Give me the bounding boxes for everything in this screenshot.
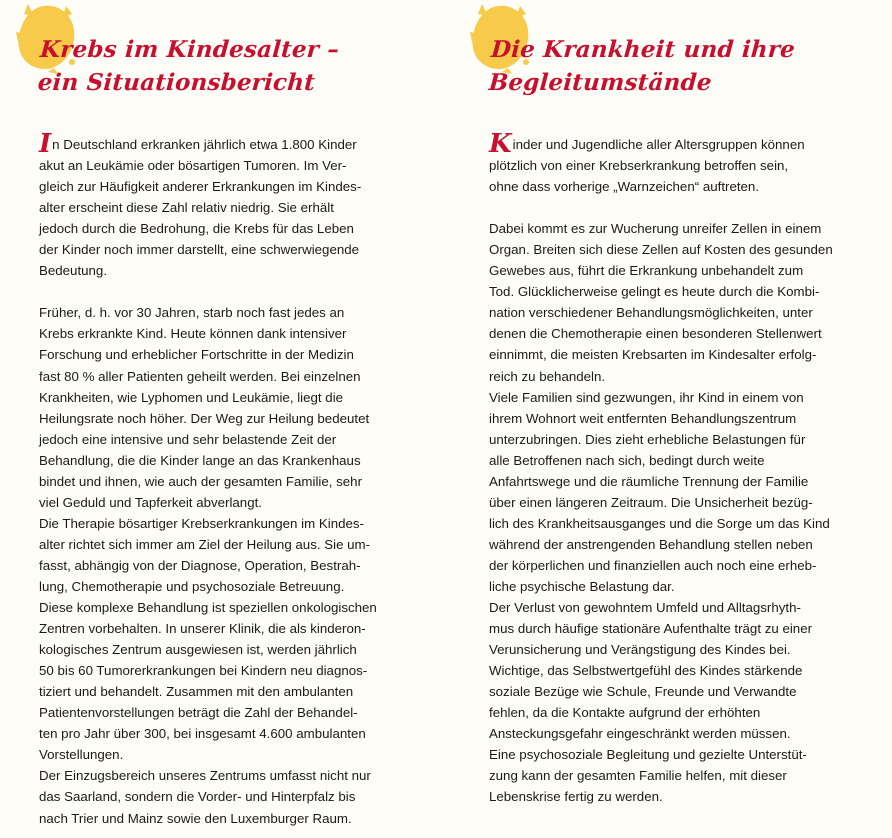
paragraph [39, 129, 419, 281]
text-line: mus durch häufige stationäre Aufenthalte trägt zu einer [489, 621, 813, 637]
text-line: bindet und ihnen, wie auch der gesamten Familie, sehr [39, 473, 363, 489]
heading-line: Begleitumstände [487, 69, 713, 96]
text-line: unterzubringen. Dies zieht erhebliche Belastungen für [489, 431, 806, 447]
text-line: einnimmt, die meisten Krebsarten im Kindesalter erfolg- [489, 347, 817, 363]
text-line: gleich zur Häufigkeit anderer Erkrankungen im Kindes- [39, 179, 362, 195]
text-line: jedoch durch die Bedrohung, die Krebs für das Leben [39, 221, 354, 237]
text-line: das Saarland, sondern die Vorder- und Hinterpfalz bis [39, 789, 356, 805]
text-line: 50 bis 60 Tumorerkrankungen bei Kindern neu diagnos- [39, 663, 368, 679]
text-line [489, 129, 889, 159]
text-line: Eine psychosoziale Begleitung und gezielte Unterstüt- [489, 747, 807, 763]
paragraph [39, 302, 419, 512]
left-body-text [39, 129, 419, 829]
text-line: nach Trier und Mainz sowie den Luxemburger Raum. [39, 810, 352, 826]
paragraph [489, 744, 889, 807]
text-line [39, 129, 419, 159]
text-line: tiziert und behandelt. Zusammen mit den ambulanten [39, 684, 354, 700]
text-line: Die Therapie bösartiger Krebserkrankungen im Kindes- [39, 515, 364, 531]
text-line: denen die Chemotherapie einen besonderen Stellenwert [489, 326, 822, 342]
text-line: Diese komplexe Behandlung ist speziellen onkologischen [39, 600, 377, 616]
text-line: Früher, d. h. vor 30 Jahren, starb noch fast jedes an [39, 305, 345, 321]
text-line: Forschung und erheblicher Fortschritte in der Medizin [39, 347, 354, 363]
text-line: akut an Leukämie oder bösartigen Tumoren. Im Ver- [39, 158, 347, 174]
right-heading [488, 33, 796, 99]
text-line: Bedeutung. [39, 263, 108, 279]
heading-line: Die Krankheit und ihre [490, 36, 796, 63]
text-line: der körperlichen und finanziellen auch noch eine erheb- [489, 557, 817, 573]
text-line: lich des Krankheitsausganges und die Sorge um das Kind [489, 515, 830, 531]
paragraph [489, 387, 889, 597]
text-line: Anfahrtswege und die räumliche Trennung der Familie [489, 473, 809, 489]
text-line: während der anstrengenden Behandlung stellen neben [489, 536, 813, 552]
text-line: Lebenskrise fertig zu werden. [489, 789, 663, 805]
text-line: Gewebes aus, führt die Erkrankung unbehandelt zum [489, 263, 804, 279]
paragraph [489, 597, 889, 744]
text-line: liche psychische Belastung dar. [489, 578, 675, 594]
text-line: ihrem Wohnort weit entfernten Behandlungszentrum [489, 410, 797, 426]
text-line: Vorstellungen. [39, 747, 124, 763]
heading-line: Krebs im Kindesalter – [39, 36, 341, 63]
text-line: nation verschiedener Behandlungsmöglichkeiten, unter [489, 305, 813, 321]
text-line: jedoch eine intensive und sehr belastende Zeit der [39, 431, 337, 447]
heading-line: ein Situationsbericht [36, 69, 316, 96]
left-column [0, 0, 440, 838]
text-line: Tod. Glücklicherweise gelingt es heute durch die Kombi- [489, 284, 820, 300]
drop-cap: I [39, 129, 52, 159]
text-line: kologisches Zentrum ausgewiesen ist, werden jährlich [39, 642, 357, 658]
right-column [448, 0, 892, 838]
text-line: Krankheiten, wie Lyphomen und Leukämie, liegt die [39, 389, 344, 405]
text-line: Organ. Breiten sich diese Zellen auf Kosten des gesunden [489, 242, 833, 258]
paragraph [489, 129, 889, 197]
text-line: Wichtige, das Selbstwertgefühl des Kindes stärkende [489, 663, 803, 679]
text-line: Krebs erkrankte Kind. Heute können dank intensiver [39, 326, 347, 342]
text-line: viel Geduld und Tapferkeit abverlangt. [39, 494, 262, 510]
text-line: alter richtet sich immer am Ziel der Heilung aus. Sie um- [39, 536, 371, 552]
text-line: Patientenvorstellungen beträgt die Zahl der Behandel- [39, 705, 358, 721]
text-line: plötzlich von einer Krebserkrankung betroffen sein, [489, 158, 789, 174]
text-line: Verunsicherung und Verängstigung des Kindes bei. [489, 642, 791, 658]
text-line: fast 80 % aller Patienten geheilt werden. Bei einzelnen [39, 368, 361, 384]
text-line: Der Einzugsbereich unseres Zentrums umfasst nicht nur [39, 768, 371, 784]
text-line: der Kinder noch immer darstellt, eine schwerwiegende [39, 242, 360, 258]
text-line: fehlen, da die Kontakte aufgrund der erhöhten [489, 705, 761, 721]
left-heading [37, 33, 341, 99]
text-line: über einen längeren Zeitraum. Die Unsicherheit bezüg- [489, 494, 813, 510]
paragraph [489, 218, 889, 386]
paragraph [39, 513, 419, 766]
text-line: lung, Chemotherapie und psychosoziale Betreuung. [39, 578, 345, 594]
text-line: alle Betroffenen nach sich, bedingt durch weite [489, 452, 765, 468]
text-line: ten pro Jahr über 300, bei insgesamt 4.600 ambulanten [39, 726, 366, 742]
text-line: zung kann der gesamten Familie helfen, mit dieser [489, 768, 787, 784]
drop-cap: K [489, 129, 512, 159]
text-line: Viele Familien sind gezwungen, ihr Kind in einem von [489, 389, 804, 405]
text-line: reich zu behandeln. [489, 368, 606, 384]
text-line: Zentren vorbehalten. In unserer Klinik, die als kinderon- [39, 621, 366, 637]
text-line: Dabei kommt es zur Wucherung unreifer Zellen in einem [489, 221, 822, 237]
text-line: Behandlung, die die Kinder lange an das Krankenhaus [39, 452, 361, 468]
text-line: Der Verlust von gewohntem Umfeld und Alltagsrhyth- [489, 600, 801, 616]
text-line-rest: inder und Jugendliche aller Altersgruppen können [512, 137, 805, 152]
text-line-rest: n Deutschland erkranken jährlich etwa 1.800 Kinder [52, 137, 357, 152]
text-line: Heilungsrate noch höher. Der Weg zur Heilung bedeutet [39, 410, 370, 426]
right-body-text [489, 129, 889, 808]
text-line: ohne dass vorherige „Warnzeichen“ auftreten. [489, 179, 760, 195]
paragraph [39, 765, 419, 828]
text-line: Ansteckungsgefahr eingeschränkt werden müssen. [489, 726, 791, 742]
text-line: soziale Bezüge wie Schule, Freunde und Verwandte [489, 684, 797, 700]
text-line: alter erscheint diese Zahl relativ niedrig. Sie erhält [39, 200, 334, 216]
text-line: fasst, abhängig von der Diagnose, Operation, Bestrah- [39, 557, 361, 573]
